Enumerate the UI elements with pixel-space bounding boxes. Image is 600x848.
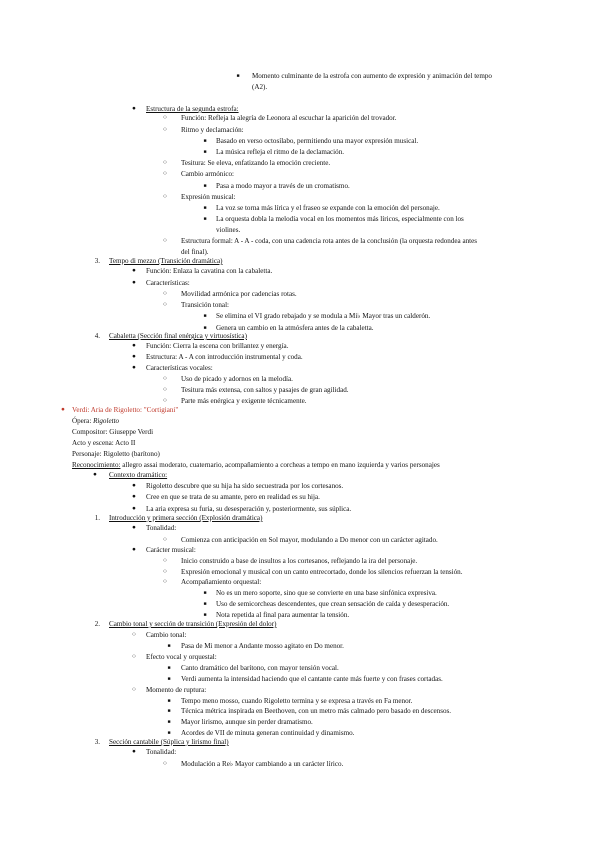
- bullet-marker: ○: [163, 193, 167, 200]
- bullet-marker: ○: [163, 760, 167, 767]
- bullet-marker: ○: [163, 159, 167, 166]
- line-text: Estructura de la segunda estrofa:: [146, 105, 239, 113]
- line-text: Técnica métrica inspirada en Beethoven, con un metro más calmado pero basado en descensos.: [181, 707, 452, 715]
- line-text: Expresión emocional y musical con un canto entrecortado, donde los silencios refuerzan la tensión.: [181, 568, 463, 576]
- line-text: Carácter musical:: [146, 546, 196, 554]
- list-number: 4.: [94, 332, 100, 340]
- bullet-marker: ■: [203, 139, 207, 144]
- bullet-marker: ■: [203, 602, 207, 607]
- bullet-marker: ○: [163, 126, 167, 133]
- bullet-marker: ■: [167, 731, 171, 736]
- line-text: Cambio tonal:: [146, 631, 187, 639]
- line-text: Basado en verso octosílabo, permitiendo una mayor expresión musical.: [216, 137, 419, 145]
- bullet-marker: ●: [132, 279, 136, 286]
- line-text: Uso de picado y adornos en la melodía.: [181, 375, 293, 383]
- bullet-marker: ■: [167, 699, 171, 704]
- bullet-marker: ■: [167, 644, 171, 649]
- list-number: 3.: [94, 257, 100, 265]
- list-number: 1.: [94, 514, 100, 522]
- bullet-marker: ○: [132, 686, 136, 693]
- line-text: Mayor lirismo, aunque sin perder dramatismo.: [181, 718, 313, 726]
- line-text: Reconocimiento: allegro assai moderato, cuaternario, acompañamiento a corcheas a tempo en mano izquierda y varios personajes: [72, 461, 440, 469]
- list-number: 3.: [94, 738, 100, 746]
- bullet-marker: ■: [203, 591, 207, 596]
- line-text: violines.: [216, 226, 241, 234]
- line-text: Genera un cambio en la atmósfera antes de la cabaletta.: [216, 324, 374, 332]
- line-text: Cabaletta (Sección final enérgica y virtuosística): [109, 332, 247, 340]
- bullet-marker: ●: [132, 105, 136, 112]
- bullet-marker: ●: [132, 364, 136, 371]
- line-text: La orquesta dobla la melodía vocal en los momentos más líricos, especialmente con los: [216, 215, 464, 223]
- bullet-marker: ●: [132, 267, 136, 274]
- line-text: Compositor: Giuseppe Verdi: [72, 428, 154, 436]
- bullet-marker: ■: [203, 613, 207, 618]
- line-text: Características:: [146, 279, 190, 287]
- bullet-marker: ●: [61, 406, 65, 413]
- bullet-marker: ○: [132, 631, 136, 638]
- bullet-marker: ○: [163, 397, 167, 404]
- bullet-marker: ●: [132, 342, 136, 349]
- line-text: La voz se torna más lírica y el fraseo se expande con la emoción del personaje.: [216, 204, 440, 212]
- line-text: Efecto vocal y orquestal:: [146, 653, 217, 661]
- line-text: Pasa de Mi menor a Andante mosso agitato en Do menor.: [181, 642, 344, 650]
- bullet-marker: ●: [93, 471, 97, 478]
- bullet-marker: ○: [163, 557, 167, 564]
- line-text: Estructura: A - A con introducción instrumental y coda.: [146, 353, 303, 361]
- line-text: del final).: [181, 248, 209, 256]
- line-text: Tesitura: Se eleva, enfatizando la emoción creciente.: [181, 159, 331, 167]
- bullet-marker: ■: [167, 677, 171, 682]
- line-text: Cambio tonal y sección de transición (Expresión del dolor): [109, 620, 277, 628]
- line-text: Canto dramático del barítono, con mayor tensión vocal.: [181, 664, 339, 672]
- line-text: Movilidad armónica por cadencias rotas.: [181, 290, 297, 298]
- bullet-marker: ■: [236, 74, 240, 79]
- line-text: Ritmo y declamación:: [181, 126, 244, 134]
- line-text: Acompañamiento orquestal:: [181, 578, 262, 586]
- line-text: Rigoletto descubre que su hija ha sido secuestrada por los cortesanos.: [146, 482, 344, 490]
- line-text: Nota repetida al final para aumentar la tensión.: [216, 611, 350, 619]
- line-text: Transición tonal:: [181, 301, 230, 309]
- line-text: Contexto dramático:: [109, 471, 168, 479]
- bullet-marker: ■: [203, 150, 207, 155]
- bullet-marker: ○: [163, 170, 167, 177]
- bullet-marker: ●: [132, 493, 136, 500]
- line-text: Personaje: Rigoletto (barítono): [72, 450, 160, 458]
- bullet-marker: ●: [132, 482, 136, 489]
- bullet-marker: ●: [132, 353, 136, 360]
- bullet-marker: ■: [167, 666, 171, 671]
- line-text: No es un mero soporte, sino que se convierte en una base sinfónica expresiva.: [216, 589, 437, 597]
- line-text: Momento de ruptura:: [146, 686, 207, 694]
- bullet-marker: ○: [132, 653, 136, 660]
- bullet-marker: ○: [163, 578, 167, 585]
- line-text: Tesitura más extensa, con saltos y pasajes de gran agilidad.: [181, 386, 349, 394]
- line-text: Tempo meno mosso, cuando Rigoletto termina y se expresa a través en Fa menor.: [181, 697, 413, 705]
- line-text: Tonalidad:: [146, 748, 177, 756]
- line-text: Inicio construido a base de insultos a los cortesanos, reflejando la ira del personaje.: [181, 557, 418, 565]
- line-text: Tempo di mezzo (Transición dramática): [109, 257, 223, 265]
- line-text: Ópera: Rigoletto: [72, 417, 120, 425]
- bullet-marker: ■: [203, 314, 207, 319]
- line-text: Cambio armónico:: [181, 170, 234, 178]
- line-text: La aria expresa su furia, su desesperación y, posteriormente, sus súplica.: [146, 505, 352, 513]
- bullet-marker: ■: [203, 206, 207, 211]
- line-text: Verdi aumenta la intensidad haciendo que el cantante cante más fuerte y con frases cortadas.: [181, 675, 443, 683]
- line-text: Se elimina el VI grado rebajado y se modula a Mi♭ Mayor tras un calderón.: [216, 312, 431, 320]
- line-text: Comienza con anticipación en Sol mayor, modulando a Do menor con un carácter agitado.: [181, 536, 438, 544]
- bullet-marker: ●: [132, 505, 136, 512]
- bullet-marker: ●: [132, 524, 136, 531]
- line-text: Sección cantabile (Súplica y lirismo final): [109, 738, 229, 746]
- bullet-marker: ●: [132, 546, 136, 553]
- line-text: La música refleja el ritmo de la declamación.: [216, 148, 345, 156]
- bullet-marker: ○: [163, 114, 167, 121]
- line-text: Expresión musical:: [181, 193, 236, 201]
- list-number: 2.: [94, 620, 100, 628]
- line-text: Función: Cierra la escena con brillantez y energía.: [146, 342, 289, 350]
- line-text: (A2).: [252, 83, 268, 91]
- bullet-marker: ○: [163, 375, 167, 382]
- line-text: Tonalidad:: [146, 524, 177, 532]
- bullet-marker: ■: [203, 326, 207, 331]
- bullet-marker: ○: [163, 290, 167, 297]
- line-text: Introducción y primera sección (Explosión dramática): [109, 514, 263, 522]
- bullet-marker: ○: [163, 237, 167, 244]
- line-text: Características vocales:: [146, 364, 213, 372]
- line-text: Modulación a Re♭ Mayor cambiando a un carácter lírico.: [181, 760, 344, 768]
- bullet-marker: ●: [132, 748, 136, 755]
- bullet-marker: ■: [203, 217, 207, 222]
- line-text: Parte más enérgica y exigente técnicamente.: [181, 397, 307, 405]
- bullet-marker: ■: [167, 720, 171, 725]
- line-text: Acordes de VII de minuta generan continuidad y dinamismo.: [181, 729, 355, 737]
- bullet-marker: ■: [167, 709, 171, 714]
- line-text: Función: Refleja la alegría de Leonora al escuchar la aparición del trovador.: [181, 114, 397, 122]
- line-text: Momento culminante de la estrofa con aumento de expresión y animación del tempo: [252, 72, 492, 80]
- line-text: Uso de semicorcheas descendentes, que crean sensación de caída y desesperación.: [216, 600, 450, 608]
- line-text: Acto y escena: Acto II: [72, 439, 136, 447]
- bullet-marker: ○: [163, 386, 167, 393]
- line-text: Función: Enlaza la cavatina con la cabaletta.: [146, 267, 273, 275]
- bullet-marker: ○: [163, 568, 167, 575]
- bullet-marker: ■: [203, 184, 207, 189]
- line-text: Cree en que se trata de su amante, pero en realidad es su hija.: [146, 493, 320, 501]
- line-text: Estructura formal: A - A - coda, con una cadencia rota antes de la conclusión (la orquesta redondea antes: [181, 237, 478, 245]
- bullet-marker: ○: [163, 536, 167, 543]
- line-text: Pasa a modo mayor a través de un cromatismo.: [216, 182, 350, 190]
- bullet-marker: ○: [163, 301, 167, 308]
- line-text: Verdi: Aria de Rigoletto: "Cortigiani": [72, 406, 179, 414]
